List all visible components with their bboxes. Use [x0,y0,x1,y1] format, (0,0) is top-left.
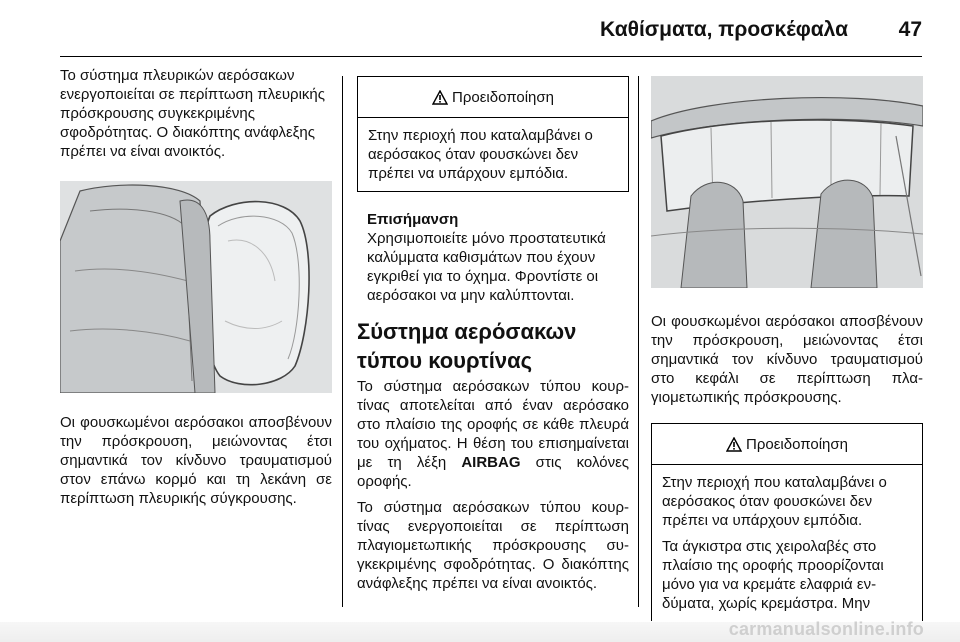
curtain-airbag-figure [651,76,923,288]
curtain-airbag-illustration-icon [651,76,923,288]
column-divider-2 [638,76,639,607]
header-divider [60,56,922,57]
footer-watermark: carmanualsonline.info [728,619,924,639]
warning-box [357,76,629,192]
note-title: Επισήμανση [367,211,459,228]
column-middle [357,66,629,593]
note-block [357,210,629,305]
warning-body [652,465,922,621]
side-airbag-effect-paragraph: Οι φουσκωμένοι αερόσακοι αποσβένουν την πρόσκρουση, μειώνοντας έτσι σημαντικά τον κίνδυνο τραυματισμού στον επάνω κορμό και τη λεκάνη σε περίπτωση πλευρικής σύγκρουσης. [60,414,332,507]
curtain-airbag-activation-paragraph: Το σύστημα αερόσακων τύπου κουρτίνας ενεργοποιείται σε περίπτωση πλαγιομετωπικής πρόσκρουσης συγκεκριμένης σφοδρότητας. Ο διακόπτης ανάφλεξης πρέπει να είναι ανοικτός. [357,499,629,592]
warning-title: Προειδοποίηση [452,88,554,106]
curtain-desc-text-after: στις κολόνες οροφής. [357,454,629,490]
column-right [651,66,923,621]
airbag-keyword: AIRBAG [461,454,521,471]
warning-box [651,423,923,621]
warning-title: Προειδοποίηση [746,435,848,453]
warning-body [358,118,628,191]
section-heading-line2: τύπου κουρτίνας [357,348,533,373]
warning-text: Στην περιοχή που καταλαμβάνει ο αερόσακος όταν φουσκώνει δεν πρέπει να υπάρχουν εμπόδια. [368,127,593,182]
curtain-airbag-description-paragraph [357,377,629,491]
section-heading-line1: Σύστημα αερόσακων [357,319,577,344]
seat-side-airbag-illustration-icon [60,181,332,393]
warning-triangle-icon [726,437,742,452]
warning-triangle-icon [432,90,448,105]
warning-header [358,77,628,118]
page-title: Καθίσματα, προσκέφαλα [600,18,848,41]
curtain-airbag-effect-paragraph: Οι φουσκωμένοι αερόσακοι αποσβένουν την πρόσκρουση, μειώνοντας έτσι σημαντικά τον κίνδυνο τραυματισμού στο κεφάλι σε περίπτωση πλαγιομετωπικής πρόσκρουσης. [651,313,923,406]
column-left [60,66,332,508]
curtain-airbag-section [357,317,629,593]
side-airbag-intro-paragraph: Το σύστημα πλευρικών αερόσακων ενεργοποιείται σε περίπτωση πλευρικής πρόσκρουσης συγκεκριμένης σφοδρότητας. Ο διακόπτης ανάφλεξης πρέπει να είναι ανοικτός. [60,67,325,160]
page-number: 47 [898,18,922,41]
seat-side-airbag-figure [60,181,332,393]
warning-text-1: Στην περιοχή που καταλαμβάνει ο αερόσακος όταν φουσκώνει δεν πρέπει να υπάρχουν εμπόδια. [662,474,887,529]
curtain-desc-text-before: Το σύστημα αερόσακων τύπου κουρτίνας αποτελείται από έναν αερόσακο στο πλαίσιο της οροφής σε κάθε πλευρά του οχήματος. Η θέση του επισημαίνεται με τη λέξη [357,378,629,471]
section-heading [357,317,629,375]
warning-header [652,424,922,465]
warning-text-2: Τα άγκιστρα στις χειρολαβές στο πλαίσιο της οροφής προορίζονται μόνο για να κρεμάτε ελαφριά ενδύματα, χωρίς κρεμάστρα. Μην [662,538,884,612]
column-divider-1 [342,76,343,607]
note-text: Χρησιμοποιείτε μόνο προστατευτικά καλύμματα καθισμάτων που έχουν εγκριθεί για το όχημα. Φροντίστε οι αερόσακοι να μην καλύπτονται. [367,230,606,304]
